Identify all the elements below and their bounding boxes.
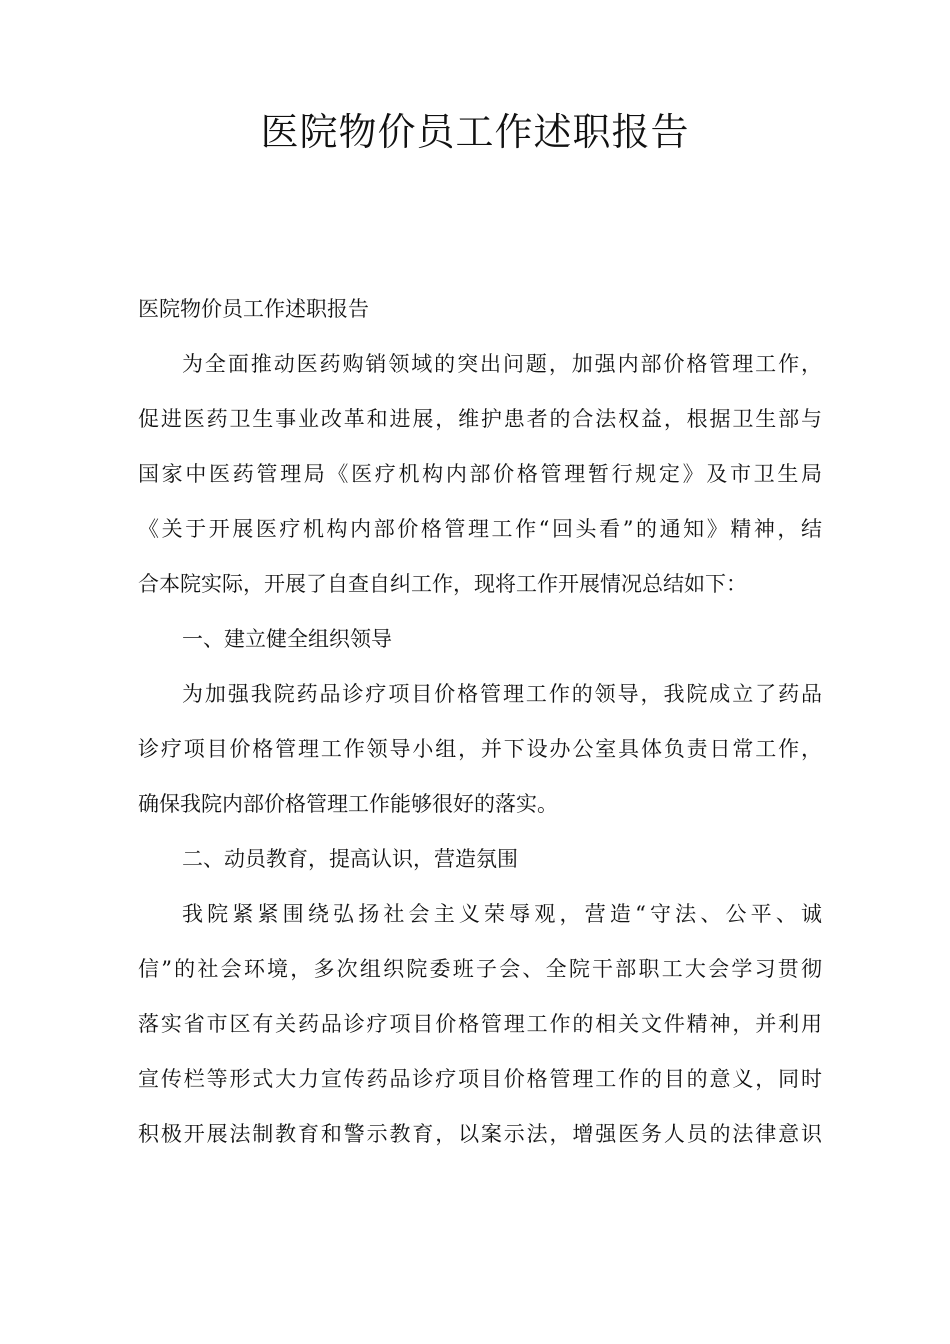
section-heading: 二、动员教育，提高认识，营造氛围 (182, 847, 518, 871)
document-body (138, 284, 822, 1164)
document-subtitle: 医院物价员工作述职报告 (138, 297, 369, 321)
paragraph-line: 促进医药卫生事业改革和进展，维护患者的合法权益，根据卫生部与 (138, 407, 822, 431)
paragraph-line: 落实省市区有关药品诊疗项目价格管理工作的相关文件精神，并利用 (138, 1012, 822, 1036)
paragraph-line: 积极开展法制教育和警示教育，以案示法，增强医务人员的法律意识 (138, 1122, 822, 1146)
paragraph-line: 合本院实际，开展了自查自纠工作，现将工作开展情况总结如下： (138, 572, 747, 596)
paragraph-line: 国家中医药管理局《医疗机构内部价格管理暂行规定》及市卫生局 (138, 462, 822, 486)
paragraph-line: 为全面推动医药购销领域的突出问题，加强内部价格管理工作， (182, 352, 822, 376)
paragraph-line: 宣传栏等形式大力宣传药品诊疗项目价格管理工作的目的意义，同时 (138, 1067, 822, 1091)
section-heading: 一、建立健全组织领导 (182, 627, 392, 651)
paragraph-line: 为加强我院药品诊疗项目价格管理工作的领导，我院成立了药品 (182, 682, 822, 706)
paragraph-line: 诊疗项目价格管理工作领导小组，并下设办公室具体负责日常工作， (138, 737, 822, 761)
paragraph-line: 我院紧紧围绕弘扬社会主义荣辱观，营造“守法、公平、诚 (182, 902, 822, 926)
paragraph-line: 信”的社会环境，多次组织院委班子会、全院干部职工大会学习贯彻 (138, 957, 822, 981)
paragraph-line: 确保我院内部价格管理工作能够很好的落实。 (138, 792, 558, 816)
paragraph-line: 《关于开展医疗机构内部价格管理工作“回头看”的通知》精神，结 (138, 517, 822, 541)
document-title: 医院物价员工作述职报告 (260, 110, 690, 154)
